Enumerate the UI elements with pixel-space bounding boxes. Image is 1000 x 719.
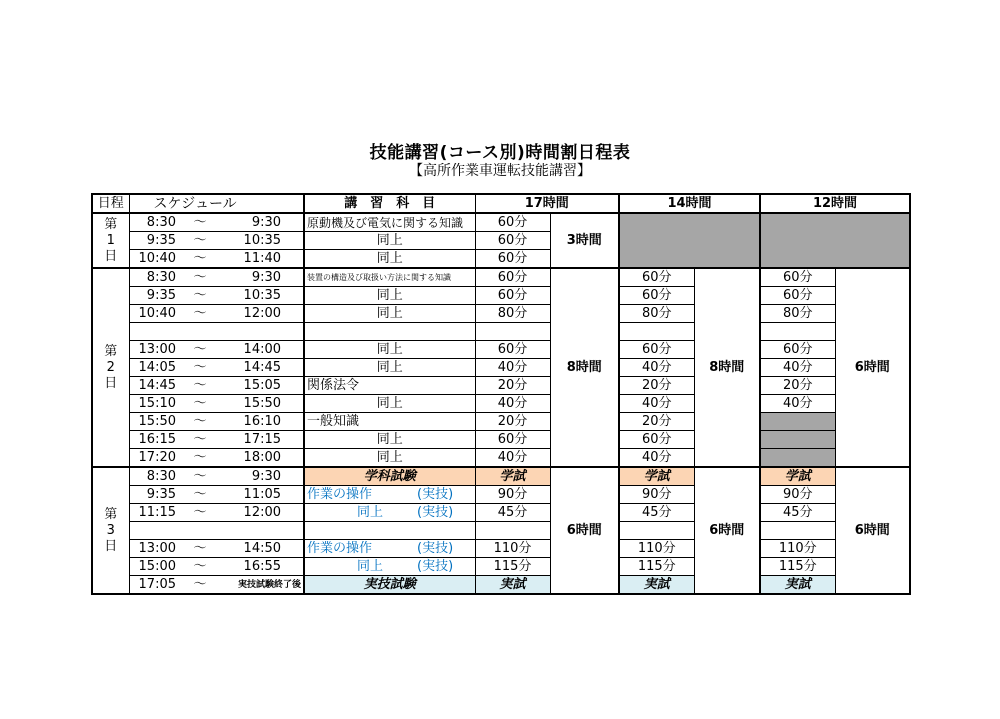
table-row: 第 3 日 8:30 〜 9:30 学科試験 学試 6時間 学試 6時間 学試 6時間 — [92, 467, 910, 486]
table-row: 10:40 〜 12:00 同上 80分 80分 80分 — [92, 305, 910, 323]
day3-label: 第 3 日 — [92, 467, 129, 594]
day3-total-17h: 6時間 — [550, 467, 619, 594]
empty-cell — [760, 449, 835, 468]
empty-cell — [760, 413, 835, 431]
lunch-gap-row — [92, 323, 910, 341]
practical-exam-cell: 実技試験 — [304, 576, 475, 595]
table-row: 10:40 〜 11:40 同上 60分 — [92, 250, 910, 269]
header-14h: 14時間 — [619, 194, 760, 213]
table-row: 第 2 日 8:30 〜 9:30 装置の構造及び取扱い方法に関する知識 60分 8時間 60分 8時間 60分 6時間 — [92, 268, 910, 287]
table-row: 16:15 〜 17:15 同上 60分 60分 — [92, 431, 910, 449]
day2-label: 第 2 日 — [92, 268, 129, 467]
schedule-table — [91, 193, 911, 595]
document-title: 技能講習(コース別)時間割日程表 — [369, 143, 631, 163]
written-exam-cell: 学科試験 — [304, 467, 475, 486]
day3-total-14h: 6時間 — [694, 467, 760, 594]
header-day: 日程 — [92, 194, 129, 213]
table-row: 15:10 〜 15:50 同上 40分 40分 40分 — [92, 395, 910, 413]
table-row: 17:05 〜 実技試験終了後 実技試験 実試 実試 実試 — [92, 576, 910, 595]
table-row: 9:35 〜 10:35 同上 60分 — [92, 232, 910, 250]
day1-label: 第 1 日 — [92, 213, 129, 268]
table-row: 9:35 〜 11:05 作業の操作 (実技) 90分 90分 90分 — [92, 486, 910, 504]
table-row: 9:35 〜 10:35 同上 60分 60分 60分 — [92, 287, 910, 305]
table-row: 13:00 〜 14:50 作業の操作 (実技) 110分 110分 110分 — [92, 540, 910, 558]
header-row — [92, 194, 910, 213]
day2-total-12h: 6時間 — [835, 268, 910, 467]
table-row: 15:50 〜 16:10 一般知識 20分 20分 — [92, 413, 910, 431]
header-17h: 17時間 — [475, 194, 619, 213]
day2-total-17h: 8時間 — [550, 268, 619, 467]
day1-empty-14h — [619, 213, 760, 268]
empty-cell — [760, 431, 835, 449]
table-row: 15:00 〜 16:55 同上 (実技) 115分 115分 115分 — [92, 558, 910, 576]
day2-total-14h: 8時間 — [694, 268, 760, 467]
header-schedule: スケジュール — [129, 194, 304, 213]
table-row: 第 1 日 8:30 〜 9:30 原動機及び電気に関する知識 60分 3時間 — [92, 213, 910, 232]
lunch-gap-row — [92, 522, 910, 540]
header-12h: 12時間 — [812, 195, 858, 211]
day3-total-12h: 6時間 — [835, 467, 910, 594]
table-row: 14:05 〜 14:45 同上 40分 40分 40分 — [92, 359, 910, 377]
table-row: 13:00 〜 14:00 同上 60分 60分 60分 — [92, 341, 910, 359]
day1-empty-12h — [760, 213, 910, 268]
table-row: 17:20 〜 18:00 同上 40分 40分 — [92, 449, 910, 468]
document-subtitle: 【高所作業車運転技能講習】 — [409, 163, 591, 179]
table-row: 11:15 〜 12:00 同上 (実技) 45分 45分 45分 — [92, 504, 910, 522]
day1-total-17h: 3時間 — [550, 213, 619, 268]
header-subject: 講 習 科 目 — [304, 194, 475, 213]
table-row: 14:45 〜 15:05 関係法令 20分 20分 20分 — [92, 377, 910, 395]
